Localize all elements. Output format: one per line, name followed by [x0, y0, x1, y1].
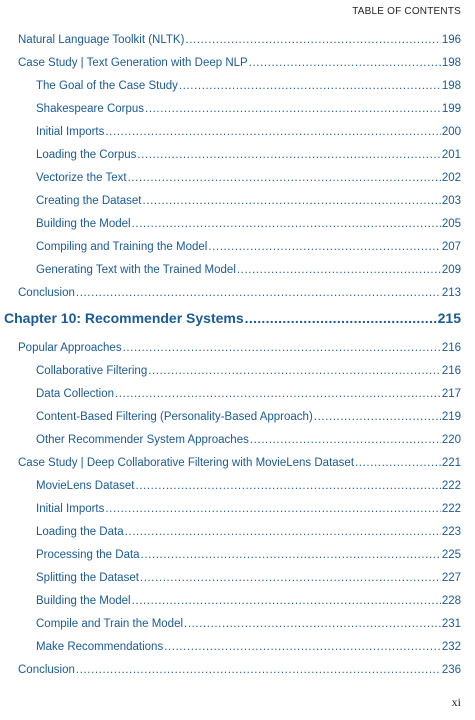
toc-entry-title: Creating the Dataset — [36, 195, 142, 207]
dot-leader — [76, 661, 441, 679]
dot-leader — [184, 615, 441, 633]
toc-entry[interactable] — [36, 592, 461, 610]
dot-leader — [123, 339, 441, 357]
dot-leader — [135, 477, 440, 495]
running-head: TABLE OF CONTENTS — [352, 6, 461, 17]
dot-leader — [237, 261, 441, 279]
toc-entry-page: 222 — [441, 480, 461, 492]
toc-entry[interactable] — [36, 146, 461, 164]
toc-entry[interactable] — [36, 408, 461, 426]
toc-entry[interactable] — [36, 500, 461, 518]
toc-entry-page: 225 — [441, 549, 461, 561]
toc-entry-page: 198 — [441, 57, 461, 69]
dot-leader — [105, 123, 440, 141]
dot-leader — [140, 569, 441, 587]
toc-entry[interactable] — [36, 192, 461, 210]
toc-entry[interactable] — [36, 615, 461, 633]
toc-entry-page: 236 — [441, 664, 461, 676]
toc-entry[interactable] — [36, 431, 461, 449]
toc-entry-page: 228 — [441, 595, 461, 607]
toc-entry-page: 231 — [441, 618, 461, 630]
dot-leader — [245, 307, 437, 329]
toc-entry[interactable] — [36, 523, 461, 541]
toc-entry-title: Splitting the Dataset — [36, 572, 139, 584]
toc-entry-title: Case Study | Text Generation with Deep NLP — [18, 57, 248, 69]
toc-entry[interactable] — [36, 638, 461, 656]
toc-entry[interactable] — [18, 661, 461, 679]
toc-chapter-page: 215 — [437, 310, 461, 326]
toc-entry-page: 205 — [441, 218, 461, 230]
toc-entry[interactable] — [18, 339, 461, 357]
toc-entry-title: Natural Language Toolkit (NLTK) — [18, 34, 185, 46]
dot-leader — [115, 385, 441, 403]
dot-leader — [125, 523, 441, 541]
toc-entry-page: 196 — [441, 34, 461, 46]
dot-leader — [314, 408, 441, 426]
toc-entry-title: Loading the Corpus — [36, 149, 137, 161]
toc-entry[interactable] — [18, 454, 461, 472]
toc-entry-page: 223 — [441, 526, 461, 538]
toc-entry-title: Conclusion — [18, 664, 75, 676]
dot-leader — [355, 454, 441, 472]
toc-entry-title: The Goal of the Case Study — [36, 80, 178, 92]
toc-entry-page: 213 — [441, 287, 461, 299]
toc-entry-title: MovieLens Dataset — [36, 480, 135, 492]
toc-entry-title: Initial Imports — [36, 503, 105, 515]
dot-leader — [76, 284, 441, 302]
toc-entry[interactable] — [36, 169, 461, 187]
toc-entry[interactable] — [18, 54, 461, 72]
toc-entry-title: Vectorize the Text — [36, 172, 127, 184]
toc-entry-page: 220 — [441, 434, 461, 446]
toc-entry[interactable] — [36, 261, 461, 279]
dot-leader — [145, 100, 441, 118]
toc-entry[interactable] — [36, 385, 461, 403]
dot-leader — [164, 638, 441, 656]
toc-entry-title: Data Collection — [36, 388, 114, 400]
toc-entry-page: 201 — [441, 149, 461, 161]
dot-leader — [148, 362, 441, 380]
toc-entry[interactable] — [36, 477, 461, 495]
dot-leader — [137, 146, 440, 164]
toc-entry-title: Compile and Train the Model — [36, 618, 184, 630]
toc-entry-page: 203 — [441, 195, 461, 207]
toc-entry[interactable] — [36, 569, 461, 587]
toc-entry-page: 219 — [441, 411, 461, 423]
toc-entry-title: Building the Model — [36, 218, 131, 230]
toc-entry-page: 202 — [441, 172, 461, 184]
toc-entry-page: 216 — [441, 342, 461, 354]
toc-entry-page: 209 — [441, 264, 461, 276]
toc-entry-title: Loading the Data — [36, 526, 124, 538]
toc-entry-page: 216 — [441, 365, 461, 377]
toc-entry[interactable] — [18, 31, 461, 49]
toc-entry[interactable] — [36, 546, 461, 564]
toc-entry-page: 221 — [441, 457, 461, 469]
toc-entry-title: Generating Text with the Trained Model — [36, 264, 236, 276]
toc-entry-page: 227 — [441, 572, 461, 584]
toc-entry-page: 198 — [441, 80, 461, 92]
dot-leader — [179, 77, 441, 95]
dot-leader — [208, 238, 440, 256]
dot-leader — [141, 546, 441, 564]
toc-entry-page: 199 — [441, 103, 461, 115]
toc-entry[interactable] — [36, 362, 461, 380]
toc-entry-page: 222 — [441, 503, 461, 515]
page-number: xi — [451, 695, 461, 709]
dot-leader — [249, 54, 441, 72]
toc-entry-page: 200 — [441, 126, 461, 138]
toc-entry-title: Other Recommender System Approaches — [36, 434, 249, 446]
toc-entry-page: 217 — [441, 388, 461, 400]
dot-leader — [105, 500, 440, 518]
toc-entry-page: 232 — [441, 641, 461, 653]
toc-entry-title: Initial Imports — [36, 126, 105, 138]
toc-chapter-heading[interactable] — [4, 307, 461, 329]
toc-entry[interactable] — [36, 215, 461, 233]
toc-chapter-title: Chapter 10: Recommender Systems — [4, 310, 244, 326]
dot-leader — [132, 592, 441, 610]
toc-entry-title: Make Recommendations — [36, 641, 164, 653]
toc-entry-title: Processing the Data — [36, 549, 140, 561]
dot-leader — [142, 192, 440, 210]
dot-leader — [250, 431, 441, 449]
toc-entry-title: Building the Model — [36, 595, 131, 607]
toc-entry-title: Popular Approaches — [18, 342, 122, 354]
dot-leader — [128, 169, 441, 187]
toc-entry-title: Shakespeare Corpus — [36, 103, 145, 115]
toc-entry-page: 207 — [441, 241, 461, 253]
toc-entry[interactable] — [18, 284, 461, 302]
toc-entry-title: Collaborative Filtering — [36, 365, 148, 377]
toc-entry-title: Compiling and Training the Model — [36, 241, 208, 253]
toc-entry[interactable] — [36, 100, 461, 118]
toc-entry-title: Content-Based Filtering (Personality-Based Approach) — [36, 411, 313, 423]
toc-entry[interactable] — [36, 77, 461, 95]
toc-entry[interactable] — [36, 238, 461, 256]
dot-leader — [132, 215, 441, 233]
dot-leader — [185, 31, 440, 49]
toc-entry[interactable] — [36, 123, 461, 141]
toc-entry-title: Case Study | Deep Collaborative Filtering with MovieLens Dataset — [18, 457, 355, 469]
toc-entry-title: Conclusion — [18, 287, 75, 299]
